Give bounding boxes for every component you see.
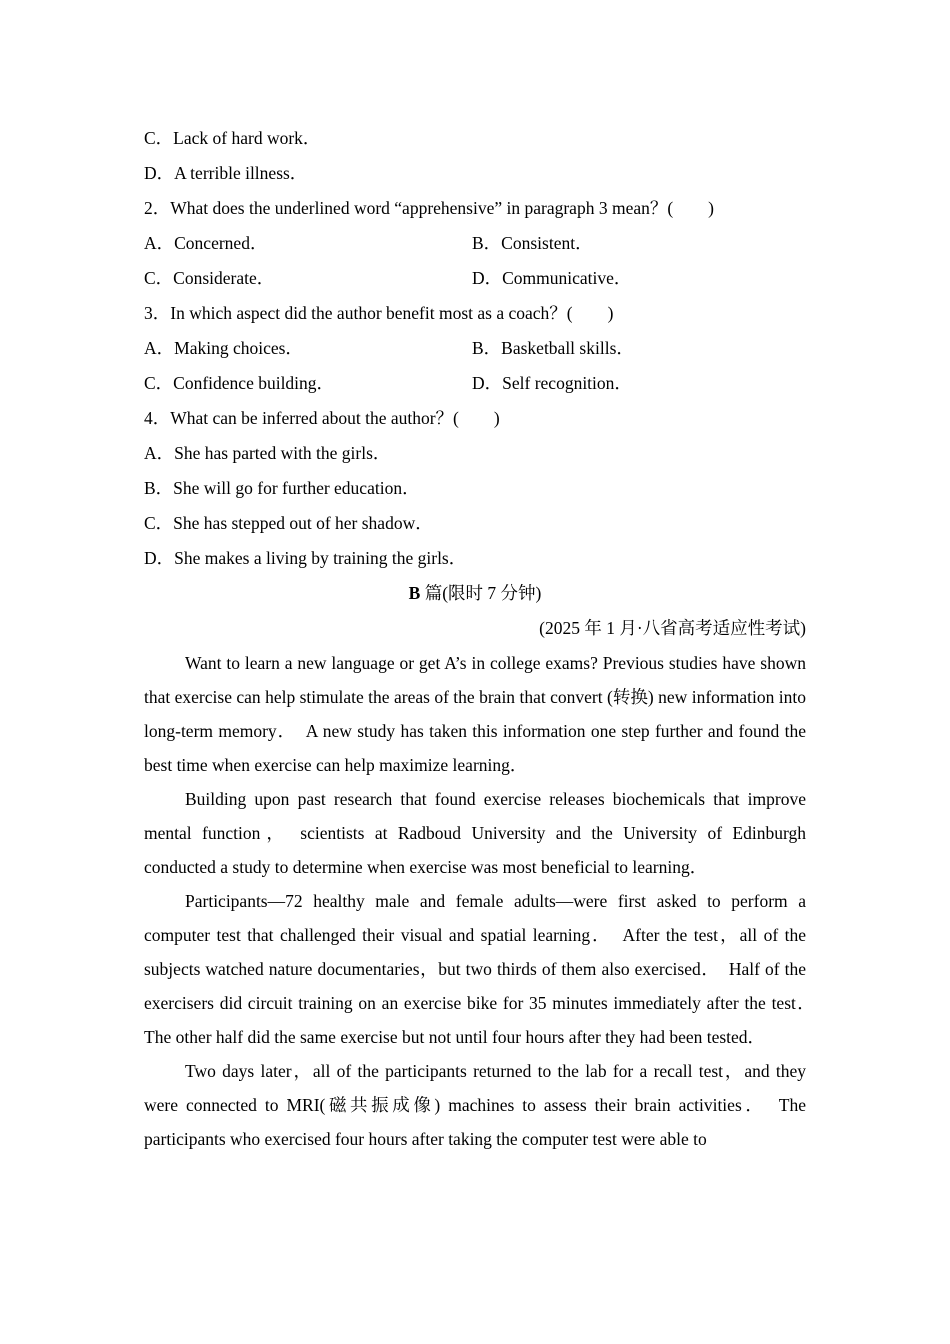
- passage-paragraph-1: Want to learn a new language or get A’s in college exams? Previous studies have shown that exercise can help stimulate the areas of the brain that convert (转换) new information into long-term memory． A new study has taken this information one step further and found the best time when exercise can help maximize learning．: [144, 653, 806, 775]
- q3-option-c: C．Confidence building．: [144, 373, 335, 393]
- document-page: [144, 121, 824, 1156]
- q4-option-d: D．She makes a living by training the girls．: [144, 548, 467, 568]
- q2-option-d: D．Communicative．: [472, 268, 632, 288]
- q4-option-c: C．She has stepped out of her shadow．: [144, 513, 433, 533]
- q2-option-c: C．Considerate．: [144, 268, 275, 288]
- q3-options-row-2: [144, 366, 806, 401]
- section-b-source: (2025 年 1 月·八省高考适应性考试): [539, 618, 806, 638]
- q4-option-a: A．She has parted with the girls．: [144, 443, 391, 463]
- q2-stem: 2．What does the underlined word “apprehensive” in paragraph 3 mean？( ): [144, 198, 715, 218]
- q1-option-d: D．A terrible illness．: [144, 163, 308, 183]
- q2-option-b: B．Consistent．: [472, 233, 593, 253]
- passage-paragraph-3: Participants—72 healthy male and female adults—were first asked to perform a computer test that challenged their visual and spatial learning． After the test，all of the subjects watched nature documentaries，but two thirds of them also exercised． Half of the exercisers did circuit training on an exercise bike for 35 minutes immediately after the test． The other half did the same exercise but not until four hours after they had been tested．: [144, 891, 824, 1047]
- q1-option-c: C．Lack of hard work．: [144, 128, 321, 148]
- section-b-time-limit: 篇(限时 7 分钟): [420, 583, 542, 603]
- q3-options-row-1: [144, 331, 806, 366]
- q3-option-a: A．Making choices．: [144, 338, 303, 358]
- section-b-title: [144, 576, 806, 611]
- q2-options-row-2: [144, 261, 806, 296]
- q4-option-b: B．She will go for further education．: [144, 478, 420, 498]
- q4-stem: 4．What can be inferred about the author？( ): [144, 408, 500, 428]
- q2-options-row-1: [144, 226, 806, 261]
- q3-option-b: B．Basketball skills．: [472, 338, 634, 358]
- passage-paragraph-4: Two days later，all of the participants returned to the lab for a recall test，and they were connected to MRI(磁共振成像) machines to assess their brain activities． The participants who exercised four hours after taking the computer test were able to: [144, 1061, 806, 1149]
- q2-option-a: A．Concerned．: [144, 233, 268, 253]
- q3-stem: 3．In which aspect did the author benefit most as a coach？( ): [144, 303, 614, 323]
- passage-paragraph-2: Building upon past research that found exercise releases biochemicals that improve mental function， scientists at Radboud University and the University of Edinburgh conducted a study to determine when exercise was most beneficial to learning．: [144, 789, 806, 877]
- section-b-letter: B: [408, 583, 421, 603]
- q3-option-d: D．Self recognition．: [472, 373, 632, 393]
